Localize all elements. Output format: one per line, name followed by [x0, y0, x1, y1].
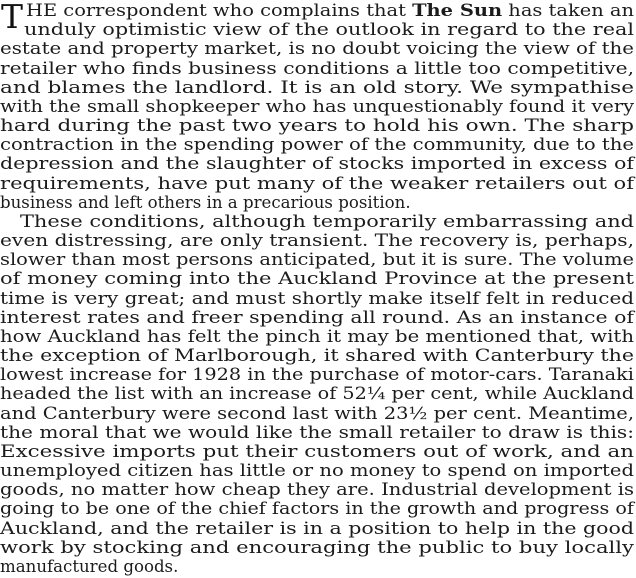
line-text: work by stocking and encouraging the public to buy locally: [0, 537, 634, 557]
line-text: interest rates and freer spending all round. As an instance of: [0, 307, 634, 327]
line-text: headed the list with an increase of 52¼ per cent, while Auckland: [0, 384, 634, 404]
line-text: estate and property market, is no doubt voicing the view of the: [0, 39, 634, 59]
line-text: business and left others in a precarious position.: [0, 192, 411, 212]
line-text: lowest increase for 1928 in the purchase of motor-cars. Taranaki: [0, 365, 634, 385]
line-text: retailer who finds business conditions a little too competitive,: [0, 58, 635, 78]
line-text: time is very great; and must shortly make itself felt in reduced: [0, 288, 635, 308]
line-text: going to be one of the chief factors in the growth and progress of: [0, 499, 634, 519]
line-text: goods, no matter how cheap they are. Industrial development is: [0, 480, 634, 500]
line-text: and Canterbury were second last with 23½ per cent. Meantime,: [0, 403, 635, 423]
line-text: requirements, have put many of the weaker retailers out of: [0, 173, 635, 193]
line-start: HE correspondent who complains that: [26, 1, 413, 20]
line-text: the exception of Marlborough, it shared with Canterbury the: [0, 346, 634, 366]
line-text: even distressing, are only transient. The recovery is, perhaps,: [0, 231, 635, 251]
line-text: how Auckland has felt the pinch it may be mentioned that, with: [0, 326, 634, 346]
line-text: Auckland, and the retailer is in a position to help in the good: [0, 518, 635, 538]
line-text: of money coming into the Auckland Province at the present: [0, 269, 634, 289]
line-text: Excessive imports put their customers out of work, and an: [0, 441, 634, 461]
line-text: and blames the landlord. It is an old story. We sympathise: [0, 77, 635, 97]
line-text: These conditions, although temporarily embarrassing and: [20, 211, 635, 231]
line-text: unduly optimistic view of the outlook in regard to the real: [24, 20, 634, 40]
line-text: manufactured goods.: [0, 557, 179, 576]
line-text: unemployed citizen has little or no money to spend on imported: [0, 461, 634, 481]
line-text: the moral that we would like the small retailer to draw is this:: [0, 422, 634, 442]
line-text: hard during the past two years to hold his own. The sharp: [0, 116, 634, 136]
drop-cap: T: [1, 0, 24, 36]
article-line: [0, 555, 636, 578]
line-text: with the small shopkeeper who has unquestionably found it very: [0, 96, 635, 116]
line-text: depression and the slaughter of stocks imported in excess of: [0, 154, 635, 174]
line-text: slower than most persons anticipated, but it is sure. The volume: [0, 250, 634, 270]
newspaper-name: The Sun: [412, 0, 503, 20]
line-end: has taken an: [502, 1, 635, 20]
line-text: contraction in the spending power of the community, due to the: [0, 135, 635, 155]
